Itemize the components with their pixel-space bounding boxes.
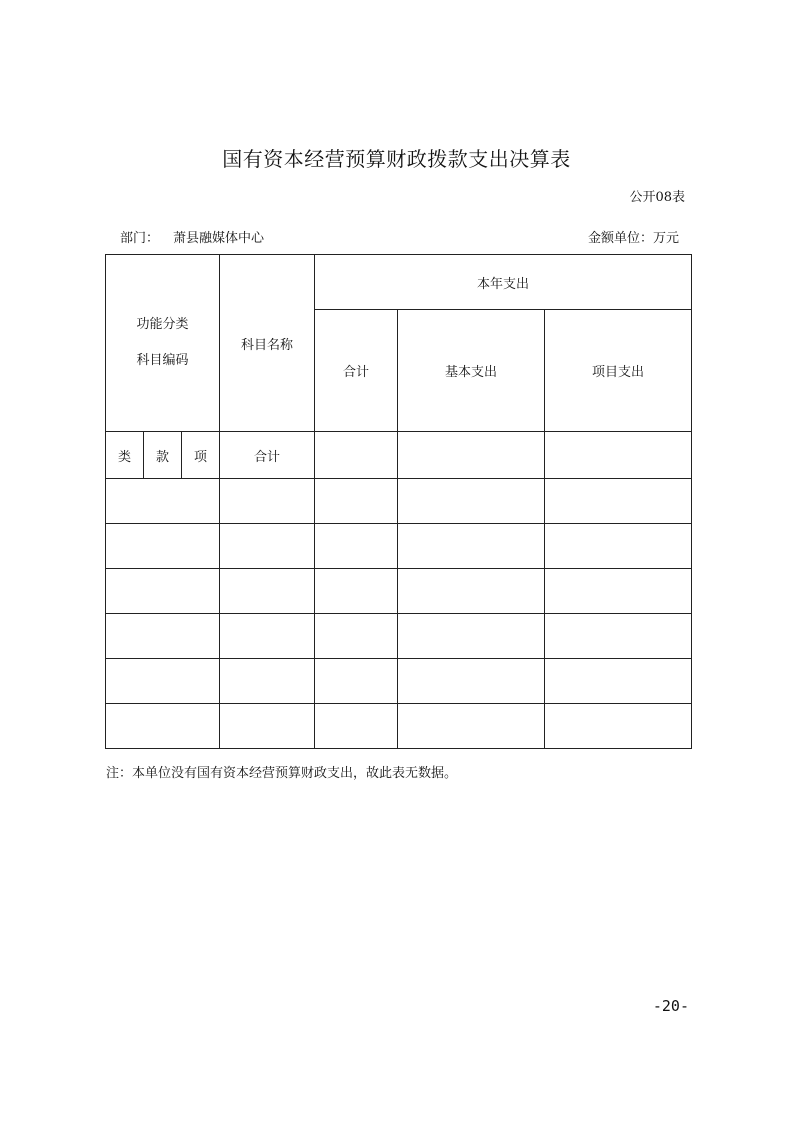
table-row bbox=[106, 704, 692, 749]
cell bbox=[220, 704, 315, 749]
cell bbox=[545, 479, 692, 524]
total-header: 合计 bbox=[315, 310, 398, 432]
cell bbox=[545, 704, 692, 749]
cell bbox=[315, 479, 398, 524]
cell bbox=[315, 432, 398, 479]
footnote: 注：本单位没有国有资本经营预算财政支出，故此表无数据。 bbox=[106, 766, 458, 781]
cell bbox=[106, 659, 220, 704]
table-row bbox=[106, 659, 692, 704]
cell bbox=[398, 659, 545, 704]
cell bbox=[315, 524, 398, 569]
cell bbox=[220, 569, 315, 614]
cell bbox=[545, 432, 692, 479]
amount-unit: 金额单位：万元 bbox=[587, 231, 679, 246]
cell bbox=[315, 659, 398, 704]
cell bbox=[106, 614, 220, 659]
cell bbox=[545, 569, 692, 614]
category-header: 类 bbox=[106, 432, 144, 479]
table-row bbox=[106, 569, 692, 614]
cell bbox=[315, 614, 398, 659]
func-code-header bbox=[106, 255, 220, 432]
cell bbox=[545, 659, 692, 704]
cell bbox=[106, 524, 220, 569]
cell bbox=[315, 704, 398, 749]
table-row bbox=[106, 479, 692, 524]
cell bbox=[220, 659, 315, 704]
func-code-line2: 科目编码 bbox=[136, 353, 189, 368]
cell bbox=[106, 479, 220, 524]
cell bbox=[220, 614, 315, 659]
subject-name-header: 科目名称 bbox=[220, 255, 315, 432]
section-header: 款 bbox=[144, 432, 182, 479]
cell bbox=[398, 614, 545, 659]
form-number: 公开08表 bbox=[629, 190, 685, 205]
table-row bbox=[106, 524, 692, 569]
page-title: 国有资本经营预算财政拨款支出决算表 bbox=[222, 147, 571, 171]
cell bbox=[545, 614, 692, 659]
basic-expense-header: 基本支出 bbox=[398, 310, 545, 432]
cell bbox=[398, 432, 545, 479]
cell bbox=[106, 569, 220, 614]
cell bbox=[545, 524, 692, 569]
total-row-label: 合计 bbox=[220, 432, 315, 479]
table-row bbox=[106, 614, 692, 659]
subheader-row bbox=[106, 432, 692, 479]
cell bbox=[106, 704, 220, 749]
cell bbox=[398, 704, 545, 749]
cell bbox=[398, 524, 545, 569]
cell bbox=[315, 569, 398, 614]
cell bbox=[220, 479, 315, 524]
header-row-1 bbox=[106, 255, 692, 310]
department-label: 部门： bbox=[120, 231, 160, 246]
expenditure-table bbox=[105, 254, 692, 749]
func-code-line1: 功能分类 bbox=[136, 317, 189, 332]
department-name: 萧县融媒体中心 bbox=[173, 231, 265, 246]
item-header: 项 bbox=[182, 432, 220, 479]
page-number: -20- bbox=[652, 997, 689, 1015]
department-info bbox=[120, 227, 264, 246]
current-year-expense-header: 本年支出 bbox=[315, 255, 692, 310]
project-expense-header: 项目支出 bbox=[545, 310, 692, 432]
cell bbox=[398, 479, 545, 524]
cell bbox=[220, 524, 315, 569]
cell bbox=[398, 569, 545, 614]
